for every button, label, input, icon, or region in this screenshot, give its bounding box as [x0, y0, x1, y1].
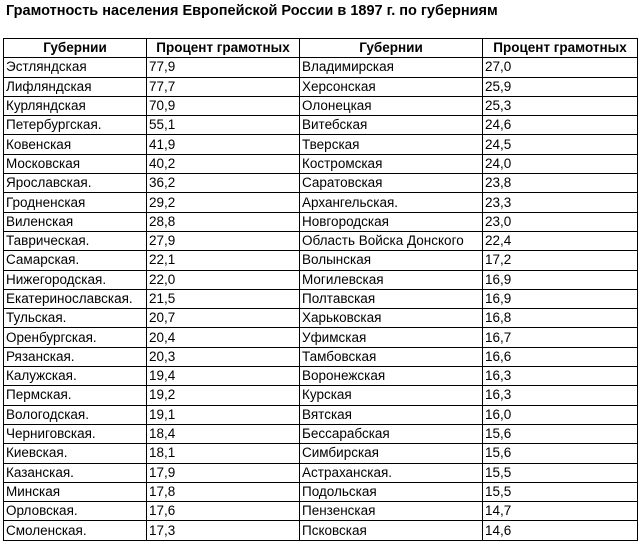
table-row — [4, 116, 638, 135]
table-row — [4, 154, 638, 173]
cell-percent-left: 19,4 — [147, 367, 300, 386]
cell-province-right: Бессарабская — [300, 424, 483, 443]
cell-province-right: Витебская — [300, 116, 483, 135]
cell-province-left: Пермская. — [4, 386, 147, 405]
cell-province-right: Волынская — [300, 251, 483, 270]
cell-percent-right: 23,3 — [483, 193, 638, 212]
cell-province-left: Смоленская. — [4, 521, 147, 540]
cell-percent-right: 15,6 — [483, 444, 638, 463]
table-row — [4, 174, 638, 193]
cell-province-right: Херсонская — [300, 77, 483, 96]
cell-percent-left: 22,0 — [147, 270, 300, 289]
cell-province-left: Нижегородская. — [4, 270, 147, 289]
cell-province-right: Симбирская — [300, 444, 483, 463]
table-row — [4, 193, 638, 212]
cell-province-right: Архангельская. — [300, 193, 483, 212]
cell-province-right: Курская — [300, 386, 483, 405]
cell-percent-right: 16,3 — [483, 386, 638, 405]
cell-percent-right: 24,5 — [483, 135, 638, 154]
table-row — [4, 521, 638, 540]
cell-province-left: Петербургская. — [4, 116, 147, 135]
cell-province-left: Виленская — [4, 212, 147, 231]
cell-province-left: Екатеринославская. — [4, 289, 147, 308]
cell-percent-right: 25,3 — [483, 96, 638, 115]
cell-percent-left: 40,2 — [147, 154, 300, 173]
cell-percent-right: 16,9 — [483, 289, 638, 308]
cell-province-left: Калужская. — [4, 367, 147, 386]
literacy-table — [3, 38, 638, 541]
table-row — [4, 347, 638, 366]
cell-province-right: Подольская — [300, 482, 483, 501]
cell-province-right: Псковская — [300, 521, 483, 540]
cell-percent-right: 15,5 — [483, 463, 638, 482]
cell-province-left: Минская — [4, 482, 147, 501]
cell-percent-right: 24,6 — [483, 116, 638, 135]
cell-percent-left: 77,7 — [147, 77, 300, 96]
cell-province-right: Астраханская. — [300, 463, 483, 482]
cell-percent-left: 18,1 — [147, 444, 300, 463]
cell-percent-right: 17,2 — [483, 251, 638, 270]
table-row — [4, 58, 638, 77]
cell-province-left: Казанская. — [4, 463, 147, 482]
cell-province-left: Рязанская. — [4, 347, 147, 366]
table-row — [4, 502, 638, 521]
column-header-province-right: Губернии — [300, 39, 483, 58]
cell-percent-right: 22,4 — [483, 231, 638, 250]
cell-percent-right: 14,7 — [483, 502, 638, 521]
table-row — [4, 96, 638, 115]
table-row — [4, 367, 638, 386]
cell-province-right: Владимирская — [300, 58, 483, 77]
table-row — [4, 309, 638, 328]
cell-percent-right: 24,0 — [483, 154, 638, 173]
column-header-percent-left: Процент грамотных — [147, 39, 300, 58]
table-row — [4, 482, 638, 501]
cell-percent-left: 22,1 — [147, 251, 300, 270]
cell-percent-right: 23,0 — [483, 212, 638, 231]
table-row — [4, 251, 638, 270]
cell-percent-right: 25,9 — [483, 77, 638, 96]
cell-province-left: Вологодская. — [4, 405, 147, 424]
cell-percent-left: 28,8 — [147, 212, 300, 231]
cell-province-right: Вятская — [300, 405, 483, 424]
cell-percent-right: 15,5 — [483, 482, 638, 501]
cell-province-left: Гродненская — [4, 193, 147, 212]
cell-province-left: Киевская. — [4, 444, 147, 463]
cell-percent-left: 17,6 — [147, 502, 300, 521]
cell-province-left: Ковенская — [4, 135, 147, 154]
cell-province-right: Уфимская — [300, 328, 483, 347]
cell-province-right: Костромская — [300, 154, 483, 173]
cell-percent-right: 23,8 — [483, 174, 638, 193]
cell-province-left: Лифляндская — [4, 77, 147, 96]
table-body — [4, 58, 638, 540]
column-header-province-left: Губернии — [4, 39, 147, 58]
cell-percent-right: 27,0 — [483, 58, 638, 77]
table-row — [4, 386, 638, 405]
cell-percent-right: 16,6 — [483, 347, 638, 366]
table-row — [4, 328, 638, 347]
cell-province-right: Воронежская — [300, 367, 483, 386]
table-row — [4, 405, 638, 424]
cell-province-left: Черниговская. — [4, 424, 147, 443]
cell-province-right: Саратовская — [300, 174, 483, 193]
cell-province-right: Тверская — [300, 135, 483, 154]
cell-percent-right: 16,3 — [483, 367, 638, 386]
column-header-percent-right: Процент грамотных — [483, 39, 638, 58]
cell-province-right: Могилевская — [300, 270, 483, 289]
cell-percent-right: 15,6 — [483, 424, 638, 443]
cell-percent-left: 19,2 — [147, 386, 300, 405]
page-title: Грамотность населения Европейской России в 1897 г. по губерниям — [6, 3, 498, 19]
table-row — [4, 463, 638, 482]
cell-province-left: Ярославская. — [4, 174, 147, 193]
table-row — [4, 289, 638, 308]
table-header-row — [4, 39, 638, 58]
table-row — [4, 424, 638, 443]
cell-percent-left: 29,2 — [147, 193, 300, 212]
cell-province-right: Пензенская — [300, 502, 483, 521]
cell-percent-left: 55,1 — [147, 116, 300, 135]
cell-percent-left: 41,9 — [147, 135, 300, 154]
cell-province-left: Таврическая. — [4, 231, 147, 250]
cell-percent-right: 16,0 — [483, 405, 638, 424]
cell-province-left: Московская — [4, 154, 147, 173]
cell-percent-right: 14,6 — [483, 521, 638, 540]
cell-percent-left: 17,8 — [147, 482, 300, 501]
cell-percent-right: 16,7 — [483, 328, 638, 347]
cell-province-left: Оренбургская. — [4, 328, 147, 347]
cell-percent-left: 70,9 — [147, 96, 300, 115]
cell-province-right: Новгородская — [300, 212, 483, 231]
cell-province-right: Область Войска Донского — [300, 231, 483, 250]
cell-percent-left: 36,2 — [147, 174, 300, 193]
cell-province-right: Олонецкая — [300, 96, 483, 115]
cell-province-left: Орловская. — [4, 502, 147, 521]
cell-percent-left: 77,9 — [147, 58, 300, 77]
cell-province-left: Тульская. — [4, 309, 147, 328]
cell-province-left: Курляндская — [4, 96, 147, 115]
cell-percent-left: 18,4 — [147, 424, 300, 443]
table-row — [4, 77, 638, 96]
cell-percent-left: 19,1 — [147, 405, 300, 424]
table-row — [4, 444, 638, 463]
cell-percent-left: 20,7 — [147, 309, 300, 328]
cell-percent-left: 17,3 — [147, 521, 300, 540]
cell-province-right: Полтавская — [300, 289, 483, 308]
cell-percent-right: 16,8 — [483, 309, 638, 328]
table-row — [4, 135, 638, 154]
table-row — [4, 270, 638, 289]
cell-province-left: Эстляндская — [4, 58, 147, 77]
cell-percent-left: 27,9 — [147, 231, 300, 250]
cell-province-right: Тамбовская — [300, 347, 483, 366]
cell-percent-left: 20,4 — [147, 328, 300, 347]
cell-province-left: Самарская. — [4, 251, 147, 270]
cell-percent-left: 17,9 — [147, 463, 300, 482]
table-row — [4, 231, 638, 250]
cell-percent-left: 20,3 — [147, 347, 300, 366]
cell-province-right: Харьковская — [300, 309, 483, 328]
cell-percent-left: 21,5 — [147, 289, 300, 308]
cell-percent-right: 16,9 — [483, 270, 638, 289]
table-row — [4, 212, 638, 231]
